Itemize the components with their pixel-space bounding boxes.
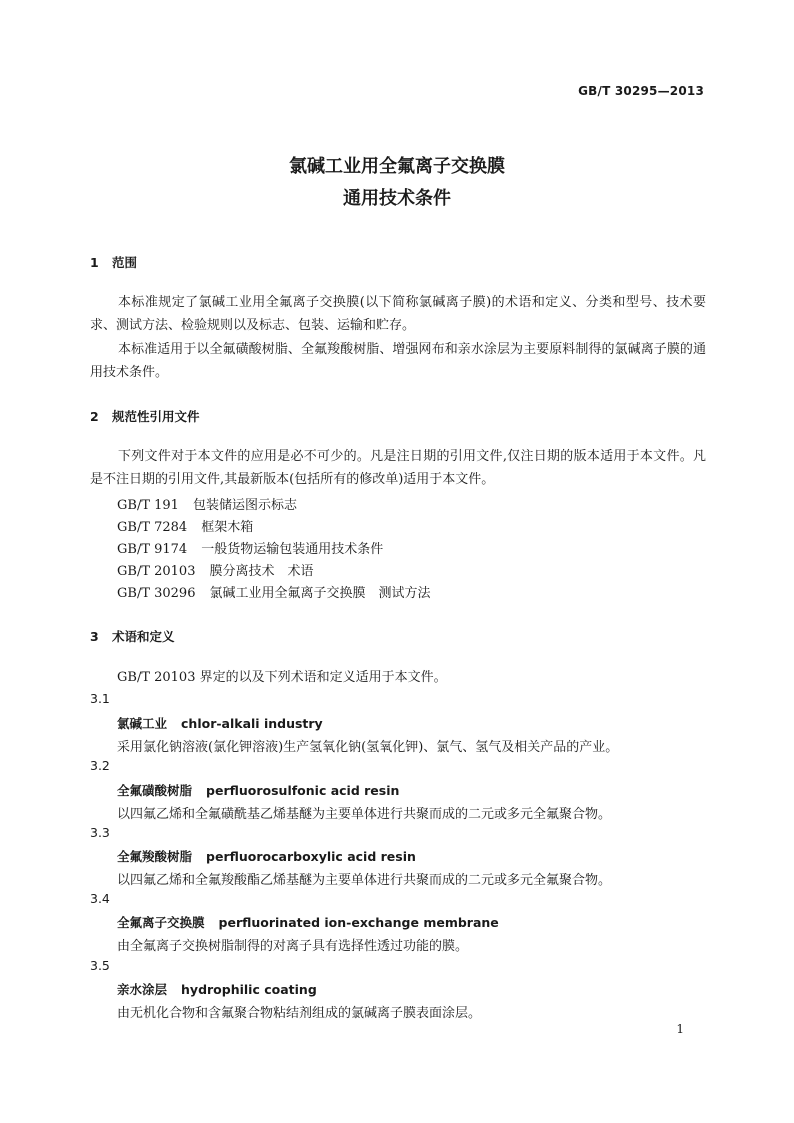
standard-code: GB/T 30295—2013 [578,84,704,98]
term-number: 3.5 [90,958,110,973]
term-number: 3.1 [90,691,110,706]
section-title: 术语和定义 [112,629,175,644]
term-heading [117,781,399,799]
reference-title: 框架木箱 [201,520,254,535]
reference-code: GB/T 191 [117,498,179,513]
document-title-line1: 氯碱工业用全氟离子交换膜 [289,156,505,177]
term-definition: 以四氟乙烯和全氟磺酰基乙烯基醚为主要单体进行共聚而成的二元或多元全氟聚合物。 [117,807,612,822]
reference-title: 氯碱工业用全氟离子交换膜 测试方法 [209,586,431,601]
reference-code: GB/T 30296 [117,586,196,601]
term-definition: 采用氯化钠溶液(氯化钾溶液)生产氢氧化钠(氢氧化钾)、氯气、氢气及相关产品的产业。 [117,740,619,755]
term-chinese: 全氟磺酸树脂 [117,783,193,798]
section-3-heading [90,627,175,645]
reference-title: 膜分离技术 术语 [209,564,314,579]
term-number: 3.2 [90,758,110,773]
section-title: 范围 [112,255,138,270]
term-english: perfluorinated ion-exchange membrane [218,915,499,930]
section-3-intro: GB/T 20103 界定的以及下列术语和定义适用于本文件。 [117,670,447,685]
reference-title: 一般货物运输包装通用技术条件 [201,542,384,557]
term-definition: 由无机化合物和含氟聚合物粘结剂组成的氯碱离子膜表面涂层。 [117,1006,482,1021]
term-heading [117,913,499,931]
reference-item [117,582,431,601]
term-definition: 以四氟乙烯和全氟羧酸酯乙烯基醚为主要单体进行共聚而成的二元或多元全氟聚合物。 [117,873,612,888]
reference-title: 包装储运图示标志 [192,498,297,513]
term-definition: 由全氟离子交换树脂制得的对离子具有选择性透过功能的膜。 [117,939,469,954]
reference-code: GB/T 7284 [117,520,188,535]
reference-item [117,560,314,579]
term-chinese: 亲水涂层 [117,982,168,997]
section-number: 1 [90,255,99,270]
term-chinese: 全氟离子交换膜 [117,915,205,930]
term-english: chlor-alkali industry [181,716,323,731]
section-number: 3 [90,629,99,644]
term-english: perfluorocarboxylic acid resin [206,849,416,864]
reference-code: GB/T 9174 [117,542,188,557]
term-english: hydrophilic coating [181,982,317,997]
reference-code: GB/T 20103 [117,564,196,579]
section-1-paragraph-2: 本标准适用于以全氟磺酸树脂、全氟羧酸树脂、增强网布和亲水涂层为主要原料制得的氯碱离子膜的通用技术条件。 [90,342,706,380]
term-chinese: 全氟羧酸树脂 [117,849,193,864]
term-chinese: 氯碱工业 [117,716,168,731]
term-heading [117,714,323,732]
term-number: 3.3 [90,825,110,840]
term-heading [117,847,416,865]
section-number: 2 [90,409,99,424]
reference-item [117,538,383,557]
section-1-paragraph-1: 本标准规定了氯碱工业用全氟离子交换膜(以下简称氯碱离子膜)的术语和定义、分类和型号、技术要求、测试方法、检验规则以及标志、包装、运输和贮存。 [90,295,706,333]
page-number: 1 [676,1022,684,1036]
section-2-heading [90,407,200,425]
document-title-line2: 通用技术条件 [343,188,451,209]
term-heading [117,980,317,998]
term-number: 3.4 [90,891,110,906]
reference-item [117,494,297,513]
section-1-heading [90,253,137,271]
section-title: 规范性引用文件 [112,409,200,424]
reference-item [117,516,253,535]
section-2-intro: 下列文件对于本文件的应用是必不可少的。凡是注日期的引用文件,仅注日期的版本适用于本文件。凡是不注日期的引用文件,其最新版本(包括所有的修改单)适用于本文件。 [90,449,706,487]
term-english: perfluorosulfonic acid resin [206,783,400,798]
